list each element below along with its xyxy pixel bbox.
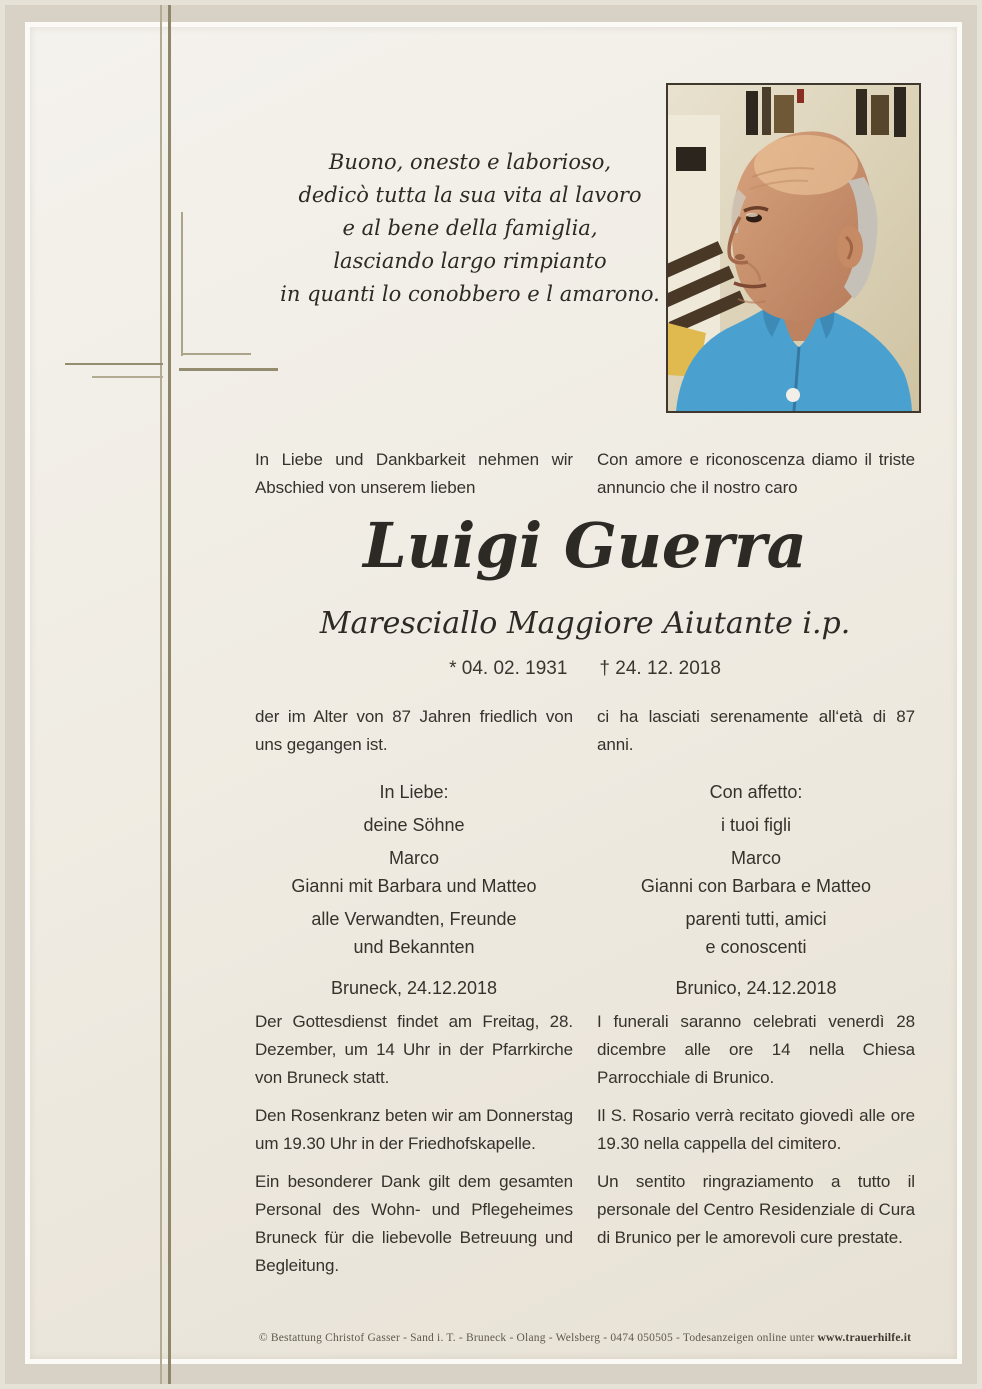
epitaph-verse xyxy=(255,146,685,311)
cross-arm-upper-right xyxy=(181,353,251,355)
cross-vertical-line-thick xyxy=(168,0,171,1389)
age-text-german: der im Alter von 87 Jahren friedlich von uns gegangen ist. xyxy=(255,707,573,754)
photo-eye-glint xyxy=(746,213,758,217)
cross-arm-lower-right xyxy=(179,368,278,371)
portrait-photo xyxy=(666,83,921,413)
photo-scalp-highlight xyxy=(754,135,858,195)
text-line: Ein besonderer Dank gilt dem gesamten Personal des Wohn- und Pflegeheimes Bruneck für die liebevolle Betreuung und Begleitung. xyxy=(255,1172,573,1275)
intro-row xyxy=(255,446,915,502)
line-group xyxy=(255,905,573,961)
text-line: dedicò tutta la sua vita al lavoro xyxy=(298,183,642,207)
text-line: alle Verwandten, Freunde xyxy=(311,909,517,929)
portrait-illustration xyxy=(668,85,919,411)
text-line: parenti tutti, amici xyxy=(685,909,827,929)
line-group xyxy=(597,811,915,839)
life-dates xyxy=(255,655,915,683)
text-line: in quanti lo conobbero e l amarono. xyxy=(280,282,660,306)
service-details-row xyxy=(255,1008,915,1290)
age-text-italian: ci ha lasciati serenamente all‘età di 87 anni. xyxy=(597,707,915,754)
cross-arm-lower-left xyxy=(92,376,163,378)
line-group xyxy=(255,844,573,900)
text-line: e al bene della famiglia, xyxy=(342,216,598,240)
text-line: Marco xyxy=(730,848,781,868)
death-date: † 24. 12. 2018 xyxy=(599,658,721,679)
family-row xyxy=(255,778,915,961)
text-line: I funerali saranno celebrati venerdì 28 dicembre alle ore 14 nella Chiesa Parrocchiale di Brunico. xyxy=(597,1012,915,1087)
text-line: Den Rosenkranz beten wir am Donnerstag um 19.30 Uhr in der Friedhofskapelle. xyxy=(255,1106,573,1153)
intro-italian: Con amore e riconoscenza diamo il triste annuncio che il nostro caro xyxy=(597,450,915,497)
birth-date: * 04. 02. 1931 xyxy=(449,658,568,679)
deceased-name: Luigi Guerra xyxy=(363,509,807,582)
deceased-rank-title: Maresciallo Maggiore Aiutante i.p. xyxy=(319,606,851,641)
text-line: Un sentito ringraziamento a tutto il personale del Centro Residenziale di Cura di Brunico per le amorevoli cure prestate. xyxy=(597,1172,915,1247)
text-line: und Bekannten xyxy=(353,937,475,957)
service-details-italian xyxy=(597,1008,915,1290)
city-date-row xyxy=(255,974,915,1002)
cross-vertical-line-thin xyxy=(160,0,162,1389)
text-line: Il S. Rosario verrà recitato giovedì alle ore 19.30 nella cappella del cimitero. xyxy=(597,1106,915,1153)
text-line: Con affetto: xyxy=(709,782,803,802)
text-line: deine Söhne xyxy=(363,815,465,835)
line-group xyxy=(255,811,573,839)
photo-nostril xyxy=(735,254,745,260)
age-row xyxy=(255,703,915,759)
cross-arm-upper-left xyxy=(65,363,163,365)
text-line: e conoscenti xyxy=(705,937,807,957)
photo-shirt-button xyxy=(786,388,800,402)
city-date-german: Bruneck, 24.12.2018 xyxy=(330,978,498,998)
text-line: Marco xyxy=(388,848,439,868)
line-group xyxy=(597,844,915,900)
footer-text: © Bestattung Christof Gasser - Sand i. T. - Bruneck - Olang - Welsberg - 0474 050505 - Todesanzeigen online unter xyxy=(258,1332,818,1344)
footer-imprint xyxy=(131,1331,982,1346)
line-group xyxy=(255,778,573,806)
service-details-german xyxy=(255,1008,573,1290)
text-line: Gianni con Barbara e Matteo xyxy=(640,876,872,896)
text-line: Buono, onesto e laborioso, xyxy=(328,150,612,174)
cross-vertical-accent-line xyxy=(181,212,183,356)
footer-website: www.trauerhilfe.it xyxy=(817,1332,912,1344)
city-date-italian: Brunico, 24.12.2018 xyxy=(675,978,837,998)
text-line: Gianni mit Barbara und Matteo xyxy=(291,876,537,896)
family-italian xyxy=(597,778,915,961)
intro-german: In Liebe und Dankbarkeit nehmen wir Abschied von unserem lieben xyxy=(255,450,573,497)
line-group xyxy=(597,905,915,961)
text-line: i tuoi figli xyxy=(720,815,792,835)
text-line: lasciando largo rimpianto xyxy=(333,249,607,273)
text-line: Der Gottesdienst findet am Freitag, 28. Dezember, um 14 Uhr in der Pfarrkirche von Bruneck statt. xyxy=(255,1012,573,1087)
text-line: In Liebe: xyxy=(379,782,449,802)
line-group xyxy=(597,778,915,806)
family-german xyxy=(255,778,573,961)
